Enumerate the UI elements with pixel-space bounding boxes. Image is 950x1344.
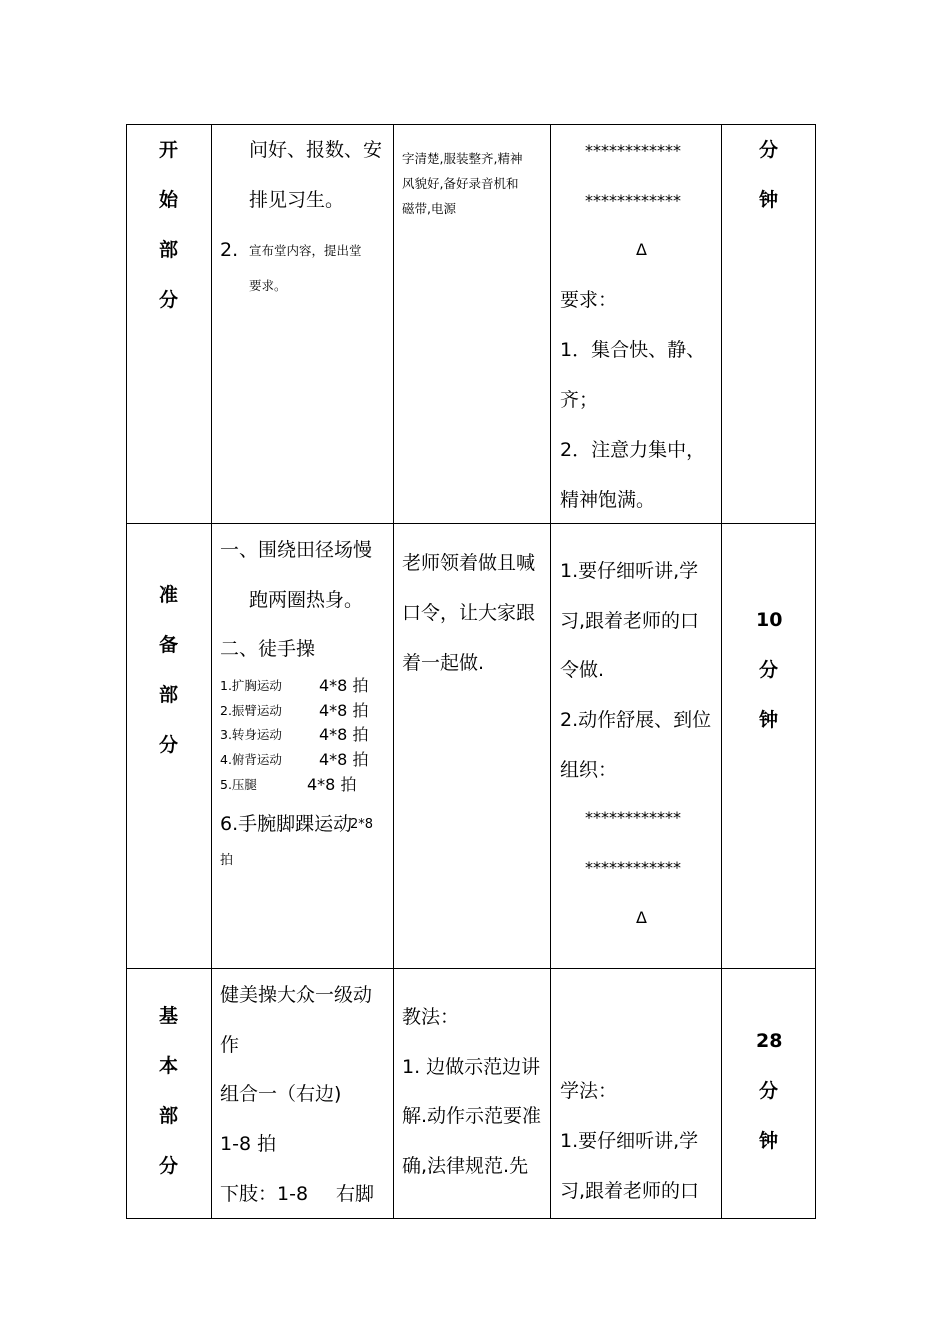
exercise-beats: 2*8 [350, 817, 374, 832]
teacher-text: 教法： [402, 1006, 460, 1028]
exercise-beats: 4*8 拍 [307, 775, 357, 794]
content-item-number: 2. [220, 239, 239, 261]
section-name-char: 分 [159, 1155, 179, 1177]
student-text: 2．注意力集中， [560, 439, 706, 461]
content-text: 二、徒手操 [220, 638, 316, 660]
student-text: 精神饱满。 [560, 489, 656, 511]
content-text: 跑两圈热身。 [249, 589, 364, 611]
content-text: 作 [220, 1034, 240, 1056]
formation-stars: ************ [585, 808, 681, 827]
teacher-text: 老师领着做且喊 [402, 552, 536, 574]
teacher-text: 字清楚,服装整齐,精神 [402, 151, 523, 166]
content-text: 一、围绕田径场慢 [220, 539, 373, 561]
section-name-char: 始 [159, 189, 179, 211]
teacher-text: 确,法律规范.先 [402, 1155, 529, 1177]
teacher-text: 风貌好,备好录音机和 [402, 176, 519, 191]
row-divider [126, 968, 816, 969]
content-text: 问好、报数、安 [249, 139, 383, 161]
exercise-beats: 4*8 拍 [319, 750, 369, 769]
section-name-char: 部 [159, 1105, 179, 1127]
formation-stars: ************ [585, 858, 681, 877]
column-divider [393, 124, 394, 1219]
section-name-char: 开 [159, 139, 179, 161]
student-text: 2.动作舒展、到位 [560, 709, 712, 731]
column-divider [550, 124, 551, 1219]
time-minutes: 28 [756, 1030, 783, 1052]
exercise-beats: 4*8 拍 [319, 676, 369, 695]
student-text: 1.要仔细听讲,学 [560, 560, 699, 582]
formation-stars: ************ [585, 191, 681, 210]
content-text: 健美操大众一级动 [220, 984, 373, 1006]
content-text: 宣布堂内容，提出堂 [249, 243, 362, 258]
exercise-beats: 4*8 拍 [319, 725, 369, 744]
teacher-position-triangle: Δ [636, 240, 647, 259]
column-divider [721, 124, 722, 1219]
teacher-text: 口令，让大家跟 [402, 602, 536, 624]
teacher-text: 着一起做. [402, 652, 485, 674]
content-text: 1-8 拍 [220, 1133, 277, 1155]
formation-stars: ************ [585, 141, 681, 160]
section-name-char: 基 [159, 1005, 179, 1027]
row-divider [126, 523, 816, 524]
content-text: 右脚 [336, 1183, 375, 1205]
time-char: 分 [759, 1080, 779, 1102]
time-char: 钟 [759, 709, 779, 731]
time-char: 分 [759, 139, 779, 161]
teacher-text: 磁带,电源 [402, 201, 456, 216]
section-name-char: 本 [159, 1055, 179, 1077]
exercise-name: 4.俯背运动 [220, 752, 282, 767]
student-text: 习,跟着老师的口 [560, 1180, 700, 1202]
content-text: 排见习生。 [249, 189, 345, 211]
section-name-char: 分 [159, 734, 179, 756]
exercise-name: 5.压腿 [220, 777, 257, 792]
exercise-beats: 4*8 拍 [319, 701, 369, 720]
exercise-beats: 拍 [220, 853, 234, 868]
table-border-top [126, 124, 816, 125]
content-text: 下肢：1-8 [220, 1183, 309, 1205]
content-text: 组合一（右边) [220, 1083, 342, 1105]
table-border-right [815, 124, 816, 1219]
time-char: 钟 [759, 1130, 779, 1152]
time-char: 钟 [759, 189, 779, 211]
exercise-name: 1.扩胸运动 [220, 678, 282, 693]
section-name-char: 准 [159, 584, 179, 606]
teacher-text: 1. 边做示范边讲 [402, 1056, 541, 1078]
exercise-name: 2.振臂运动 [220, 703, 282, 718]
section-name-char: 部 [159, 239, 179, 261]
student-text: 学法： [560, 1080, 618, 1102]
time-char: 分 [759, 659, 779, 681]
student-text: 令做. [560, 659, 605, 681]
table-border-bottom [126, 1218, 816, 1219]
student-text: 1.要仔细听讲,学 [560, 1130, 699, 1152]
table-border-left [126, 124, 127, 1219]
section-name-char: 分 [159, 289, 179, 311]
teacher-position-triangle: Δ [636, 908, 647, 927]
exercise-name: 3.转身运动 [220, 727, 282, 742]
student-text: 组织： [560, 759, 618, 781]
exercise-name: 6.手腕脚踝运动 [220, 813, 353, 835]
content-text: 要求。 [249, 278, 287, 293]
section-name-char: 部 [159, 684, 179, 706]
student-text: 齐； [560, 389, 599, 411]
column-divider [211, 124, 212, 1219]
student-text: 1．集合快、静、 [560, 339, 706, 361]
time-minutes: 10 [756, 609, 783, 631]
section-name-char: 备 [159, 634, 179, 656]
student-text: 习,跟着老师的口 [560, 610, 700, 632]
teacher-text: 解.动作示范要准 [402, 1105, 542, 1127]
student-text: 要求： [560, 289, 618, 311]
